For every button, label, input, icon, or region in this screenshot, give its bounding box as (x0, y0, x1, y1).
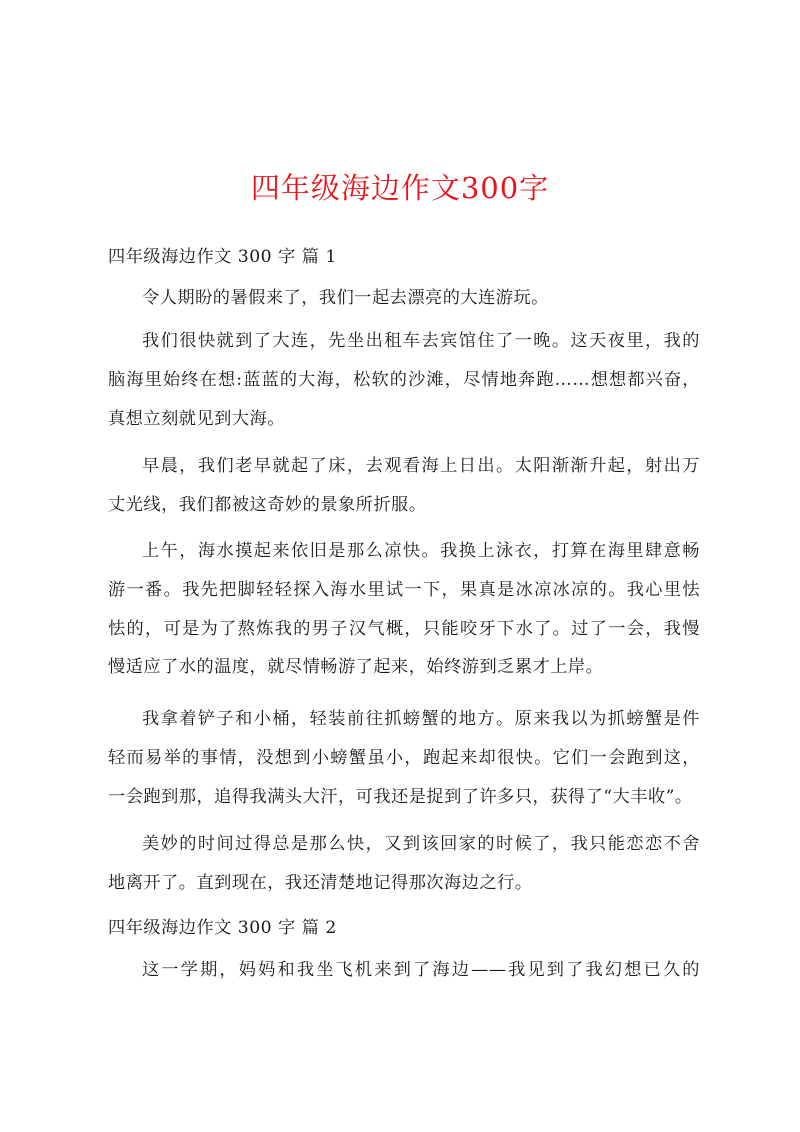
section-heading-1: 四年级海边作文 300 字 篇 1 (108, 247, 337, 267)
paragraph-line: 慢适应了水的温度，就尽情畅游了起来，始终游到乏累才上岸。 (108, 657, 604, 678)
paragraph-line: 丈光线，我们都被这奇妙的景象所折服。 (108, 494, 427, 515)
document-title: 四年级海边作文300字 (250, 171, 550, 205)
section-heading-2: 四年级海边作文 300 字 篇 2 (108, 918, 337, 938)
paragraph-line: 这一学期，妈妈和我坐飞机来到了海边——我见到了我幻想已久的 (142, 960, 700, 980)
paragraph-3 (108, 447, 700, 525)
paragraph-5 (108, 700, 700, 816)
paragraph-4 (108, 532, 700, 687)
paragraph-line: 地离开了。直到现在，我还清楚地记得那次海边之行。 (108, 872, 533, 893)
paragraph-2 (108, 322, 700, 438)
paragraph-7 (108, 951, 700, 990)
paragraph-line: 我拿着铲子和小桶，轻装前往抓螃蟹的地方。原来我以为抓螃蟹是件 (142, 709, 700, 729)
paragraph-line: 怯的，可是为了熬炼我的男子汉气概，只能咬牙下水了。过了一会，我慢 (108, 618, 700, 639)
paragraph-line: 脑海里始终在想:蓝蓝的大海，松软的沙滩，尽情地奔跑……想想都兴奋， (108, 369, 700, 390)
paragraph-line: 一会跑到那，追得我满头大汗，可我还是捉到了许多只，获得了“大丰收”。 (108, 786, 693, 807)
paragraph-line: 令人期盼的暑假来了，我们一起去漂亮的大连游玩。 (142, 288, 549, 308)
paragraph-line: 真想立刻就见到大海。 (108, 408, 285, 429)
paragraph-1 (108, 279, 700, 318)
paragraph-line: 早晨，我们老早就起了床，去观看海上日出。太阳渐渐升起，射出万 (142, 456, 700, 476)
paragraph-line: 游一番。我先把脚轻轻探入海水里试一下，果真是冰凉冰凉的。我心里怯 (108, 579, 700, 600)
paragraph-line: 上午，海水摸起来依旧是那么凉快。我换上泳衣，打算在海里肆意畅 (142, 541, 700, 561)
paragraph-line: 美妙的时间过得总是那么快，又到该回家的时候了，我只能恋恋不舍 (142, 834, 700, 854)
paragraph-6 (108, 825, 700, 903)
paragraph-line: 轻而易举的事情，没想到小螃蟹虽小，跑起来却很快。它们一会跑到这， (108, 747, 700, 768)
paragraph-line: 我们很快就到了大连，先坐出租车去宾馆住了一晚。这天夜里，我的 (142, 331, 700, 351)
